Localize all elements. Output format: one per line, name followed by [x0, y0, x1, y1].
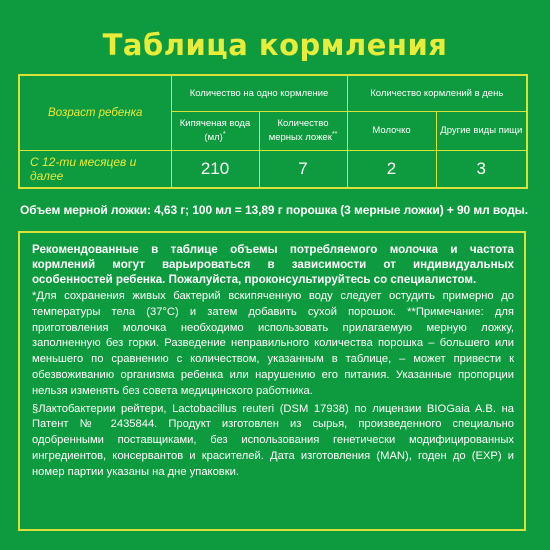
spoons-header-mark: ** [331, 131, 338, 139]
water-header-mark: * [222, 131, 226, 139]
water-header-label: Кипяченая вода (мл) [179, 118, 251, 144]
spoons-header [259, 112, 347, 151]
per-feeding-header: Количество на одно кормление [171, 75, 347, 112]
preparation-note: *Для сохранения живых бактерий вскипяченную воду следует остудить примерно до температуры тела (37°С) и затем добавить сухой порошок. **Примечание: для приготовления молочка необходимо использовать прилагаемую мерную ложку, заполненную без горки. Разведение неправильного количества порошка – большего или меньшего по сравнению с количеством, указанным в таблице, – может привести к обезвоживанию организма ребенка или нарушению его питания. Указанные пропорции нельзя изменять без совета медицинского работника. [32, 290, 514, 397]
other-food-header: Другие виды пищи [436, 112, 527, 151]
age-header: Возраст ребенка [19, 75, 171, 150]
info-box [18, 231, 526, 531]
milk-header: Молочко [347, 112, 436, 151]
spoons-cell: 7 [259, 150, 347, 188]
spoon-volume-note: Объем мерной ложки: 4,63 г; 100 мл = 13,89 г порошка (3 мерные ложки) + 90 мл воды. [20, 203, 528, 217]
per-day-header: Количество кормлений в день [347, 75, 527, 112]
age-cell: С 12-ти месяцев и далее [19, 150, 171, 188]
milk-cell: 2 [347, 150, 436, 188]
license-note: §Лактобактерии рейтери, Lactobacillus reuteri (DSM 17938) по лицензии BIOGaia A.B. на Патент № 2435844. Продукт изготовлен из сырья, произведенного специально одобренными поставщиками, без использования генетически модифицированных ингредиентов, консервантов и красителей. Дата изготовления (MAN), годен до (EXP) и номер партии указаны на дне упаковки. [32, 402, 514, 478]
other-food-cell: 3 [436, 150, 527, 188]
water-cell: 210 [171, 150, 259, 188]
water-header [171, 112, 259, 151]
recommendation-text: Рекомендованные в таблице объемы потребляемого молочка и частота кормлений могут варьироваться в зависимости от индивидуальных особенностей ребенка. Пожалуйста, проконсультируйтесь со специалистом. [32, 243, 514, 286]
page-title: Таблица кормления [102, 28, 448, 62]
spoons-header-label: Количество мерных ложек [268, 118, 332, 144]
feeding-table [18, 74, 528, 189]
